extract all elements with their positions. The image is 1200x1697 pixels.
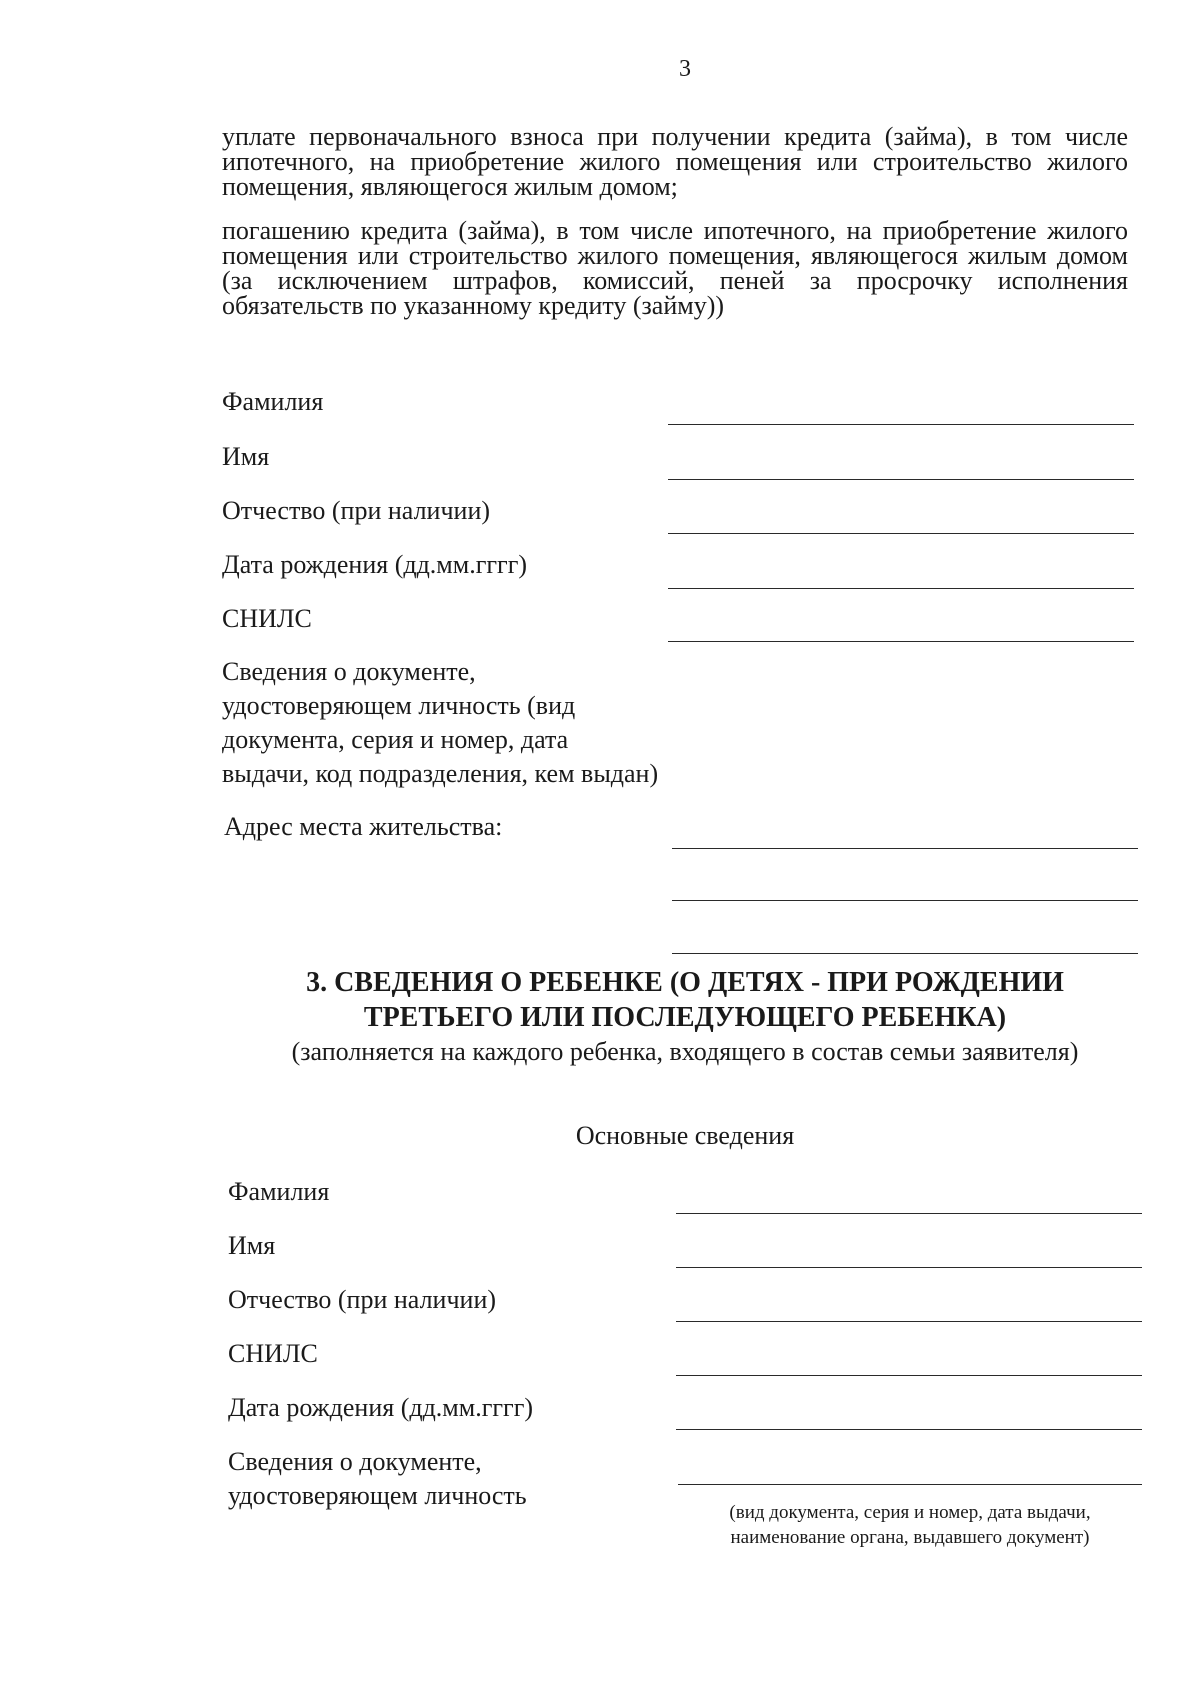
child-name-label: Имя — [228, 1231, 276, 1260]
applicant-snils-line[interactable] — [668, 641, 1134, 642]
applicant-patronymic-line[interactable] — [668, 533, 1134, 534]
section-3-subheading: Основные сведения — [575, 1121, 795, 1150]
applicant-id-document-line-4: выдачи, код подразделения, кем выдан) — [222, 759, 659, 788]
section-3-note: (заполняется на каждого ребенка, входящего в состав семьи заявителя) — [291, 1037, 1079, 1066]
applicant-name-label: Имя — [222, 442, 270, 471]
applicant-id-document-line-2: удостоверяющем личность (вид — [222, 691, 576, 720]
section-3-title-line-1: 3. СВЕДЕНИЯ О РЕБЕНКЕ (О ДЕТЯХ - ПРИ РОЖДЕНИИ — [306, 967, 1064, 998]
applicant-id-document-line-3: документа, серия и номер, дата — [222, 725, 569, 754]
paragraph-down-payment: уплате первоначального взноса при получении кредита (займа), в том числе ипотечного, на приобретение жилого помещения или строительство жилого помещения, являющегося жилым домом; — [222, 122, 1128, 201]
child-birth-date-label: Дата рождения (дд.мм.гггг) — [228, 1393, 534, 1422]
child-id-document-line-1: Сведения о документе, — [228, 1447, 482, 1476]
applicant-birth-date-line[interactable] — [668, 588, 1134, 589]
child-patronymic-label: Отчество (при наличии) — [228, 1285, 497, 1314]
applicant-name-line[interactable] — [668, 479, 1134, 480]
applicant-address-line-3[interactable] — [672, 953, 1138, 954]
child-name-line[interactable] — [676, 1267, 1142, 1268]
applicant-address-line-2[interactable] — [672, 900, 1138, 901]
child-snils-label: СНИЛС — [228, 1339, 318, 1368]
child-id-document-line-2: удостоверяющем личность — [228, 1481, 527, 1510]
child-snils-line[interactable] — [676, 1375, 1142, 1376]
applicant-birth-date-label: Дата рождения (дд.мм.гггг) — [222, 550, 528, 579]
child-birth-date-line[interactable] — [676, 1429, 1142, 1430]
child-id-document-hint-line-2: наименование органа, выдавшего документ) — [730, 1527, 1090, 1548]
applicant-snils-label: СНИЛС — [222, 604, 312, 633]
child-patronymic-line[interactable] — [676, 1321, 1142, 1322]
applicant-address-line-1[interactable] — [672, 848, 1138, 849]
child-id-document-hint-line-1: (вид документа, серия и номер, дата выдачи, — [729, 1502, 1091, 1523]
child-surname-line[interactable] — [676, 1213, 1142, 1214]
applicant-patronymic-label: Отчество (при наличии) — [222, 496, 491, 525]
applicant-id-document-line-1: Сведения о документе, — [222, 657, 476, 686]
page-number: 3 — [679, 56, 691, 82]
applicant-surname-label: Фамилия — [222, 387, 324, 416]
paragraph-loan-repayment: погашению кредита (займа), в том числе ипотечного, на приобретение жилого помещения или строительство жилого помещения, являющегося жилым домом (за исключением штрафов, комиссий, пеней за просрочку исполнения обязательств по указанному кредиту (займу)) — [222, 216, 1128, 320]
applicant-address-label: Адрес места жительства: — [224, 812, 503, 841]
applicant-surname-line[interactable] — [668, 424, 1134, 425]
section-3-title-line-2: ТРЕТЬЕГО ИЛИ ПОСЛЕДУЮЩЕГО РЕБЕНКА) — [363, 1002, 1007, 1033]
child-id-document-hint — [680, 1500, 1140, 1550]
child-surname-label: Фамилия — [228, 1177, 330, 1206]
child-id-document-line[interactable] — [678, 1484, 1142, 1485]
